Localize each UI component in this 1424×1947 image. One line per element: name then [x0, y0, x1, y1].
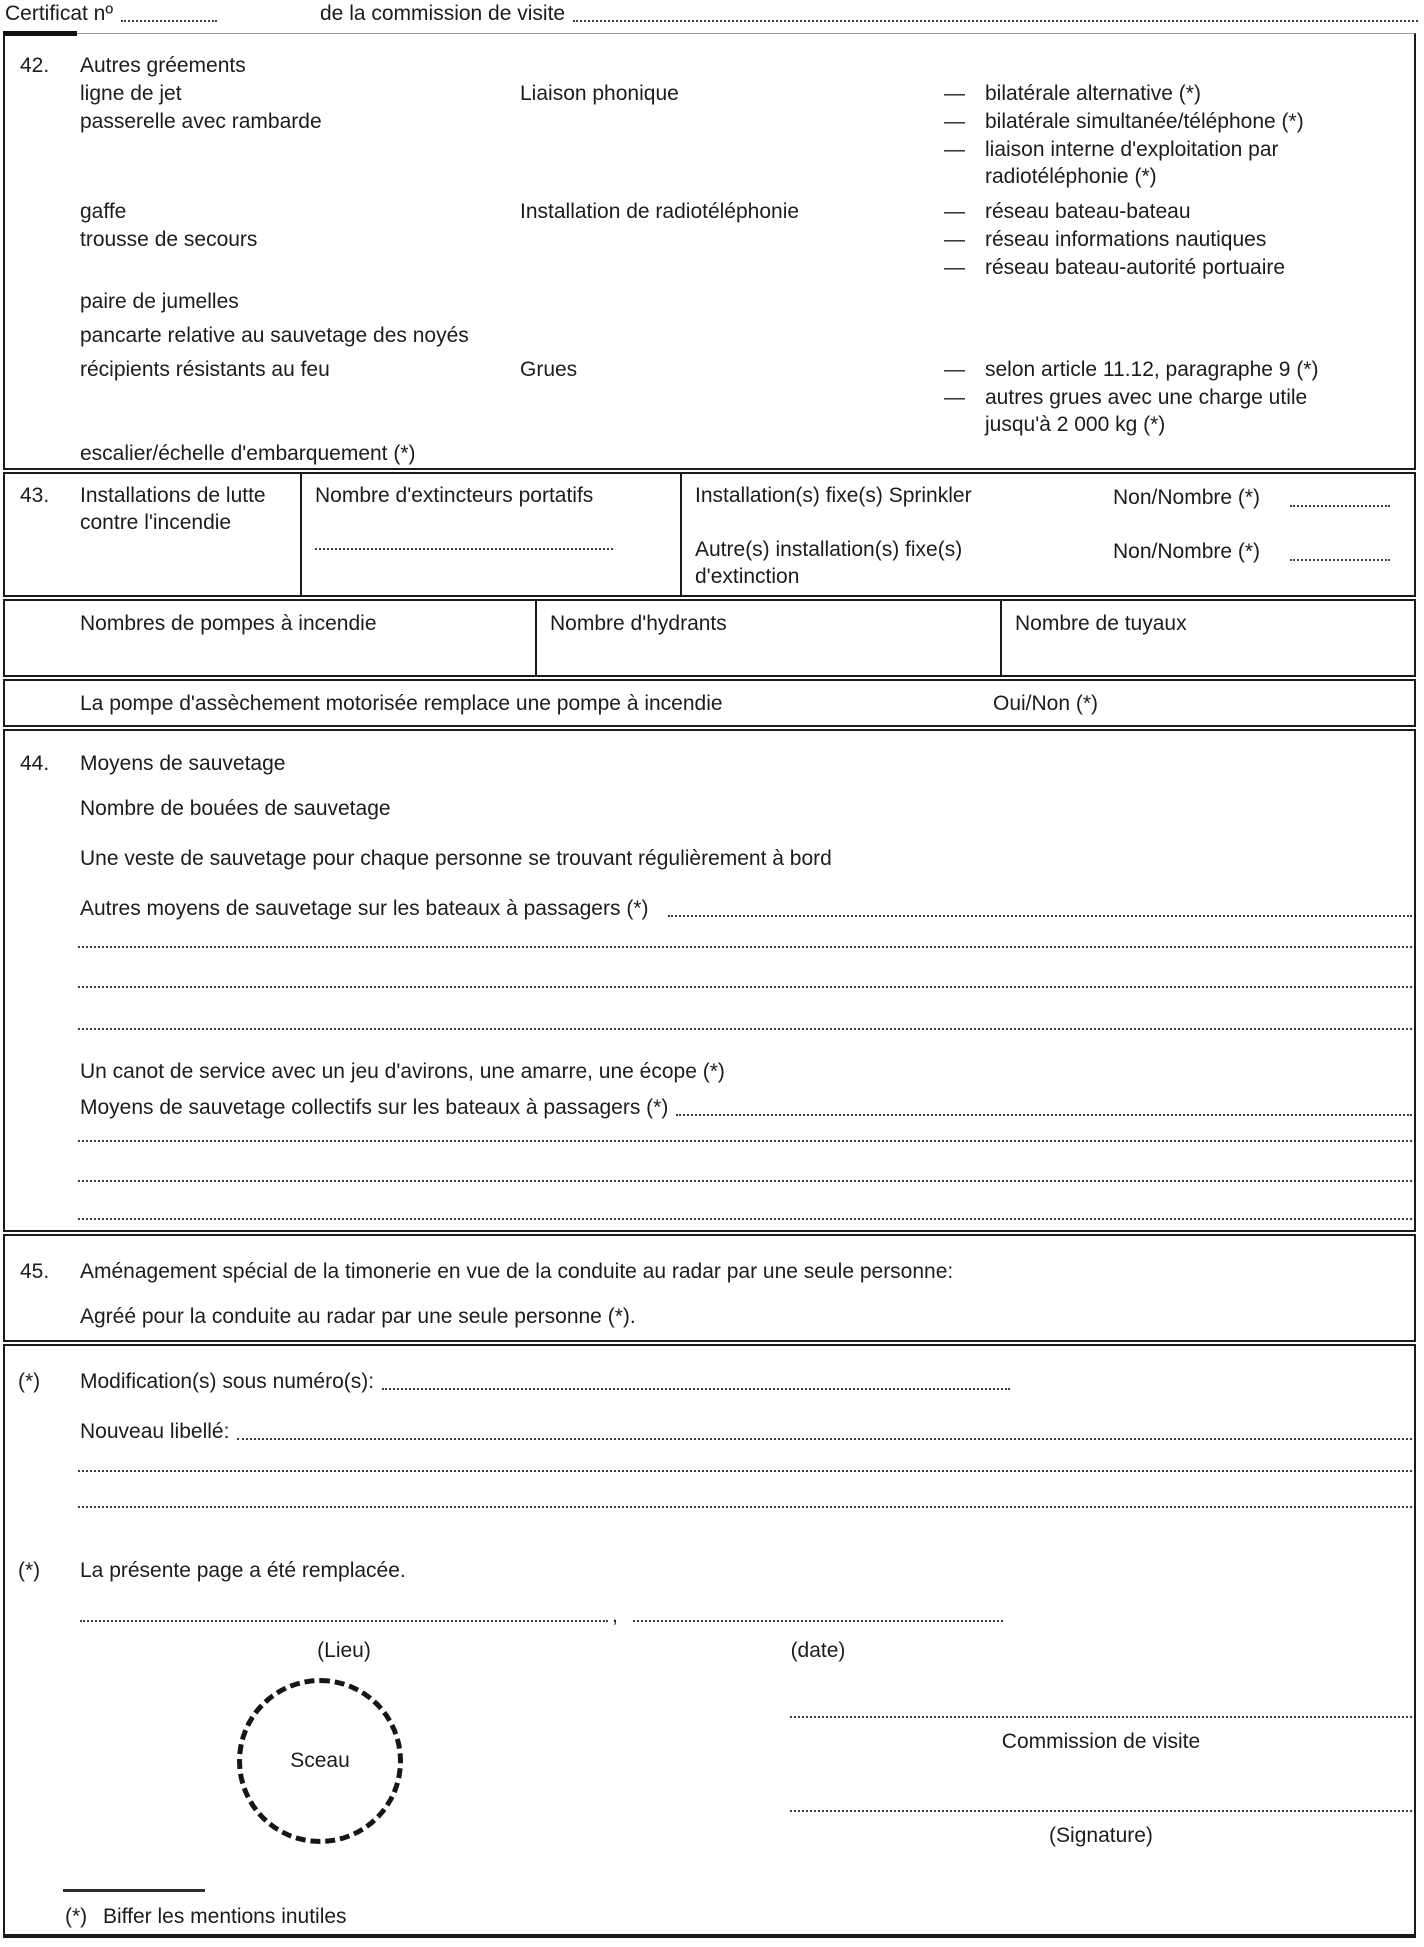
list-item-text: réseau bateau-bateau [985, 200, 1191, 223]
commission-visite-row [320, 0, 1418, 27]
footnote-text: Biffer les mentions inutiles [103, 1905, 347, 1928]
list-item-text: autres grues avec une charge utile jusqu'à 2 000 kg (*) [985, 386, 1308, 436]
nouveau-libelle-row [80, 1418, 1412, 1445]
pompe-assechement-label: La pompe d'assèchement motorisée remplace une pompe à incendie [80, 692, 723, 715]
list-item-text: liaison interne d'exploitation par radiotéléphonie (*) [985, 138, 1279, 188]
table-divider [1000, 601, 1002, 675]
footnote-star: (*) [18, 1370, 41, 1393]
modifications-row [80, 1368, 1010, 1395]
footnote-rule [63, 1889, 205, 1892]
list-item [944, 356, 1318, 383]
modifications-fill-line [382, 1388, 1010, 1390]
dash-bullet: — [944, 256, 965, 279]
dash-bullet: — [944, 386, 965, 409]
non-nombre-fill-line [1290, 543, 1390, 561]
extincteurs-fill-line [315, 532, 613, 550]
equipment-item: ligne de jet [80, 82, 182, 105]
autres-moyens-fill-line [668, 915, 1412, 917]
blank-fill-line [78, 1012, 1412, 1030]
list-item-text: bilatérale simultanée/téléphone (*) [985, 110, 1304, 133]
dash-bullet: — [944, 82, 965, 105]
equipment-item: trousse de secours [80, 228, 258, 251]
page-break-notch [3, 31, 77, 36]
section-45-number: 45. [20, 1260, 50, 1283]
comma-separator: , [612, 1604, 618, 1627]
list-item [944, 254, 1285, 281]
seal-label: Sceau [290, 1749, 350, 1772]
table-divider [535, 601, 537, 675]
blank-fill-line [78, 1454, 1412, 1472]
non-nombre-label: Non/Nombre (*) [1113, 486, 1261, 509]
lieu-fill-line [80, 1604, 608, 1622]
commission-sign-fill-line [790, 1700, 1412, 1718]
blank-fill-line [78, 1202, 1412, 1220]
page-remplacee-label: La présente page a été remplacée. [80, 1559, 406, 1582]
autres-installations-label: Autre(s) installation(s) fixe(s) d'extinction [695, 538, 963, 588]
pompes-label: Nombres de pompes à incendie [80, 612, 377, 635]
dash-bullet: — [944, 110, 965, 133]
radiotelephonie-label: Installation de radiotéléphonie [520, 200, 800, 223]
signature-label: (Signature) [1049, 1824, 1153, 1847]
date-fill-line [633, 1604, 1003, 1622]
non-nombre-label: Non/Nombre (*) [1113, 540, 1261, 563]
list-item [944, 384, 1335, 438]
equipment-item: passerelle avec rambarde [80, 110, 322, 133]
equipment-item: paire de jumelles [80, 290, 239, 313]
commission-visite-fill-line [573, 20, 1418, 22]
footnote-star: (*) [65, 1905, 88, 1928]
moyens-collectifs-label: Moyens de sauvetage collectifs sur les bateaux à passagers (*) [80, 1096, 669, 1119]
list-item [944, 80, 1201, 107]
list-item-text: bilatérale alternative (*) [985, 82, 1201, 105]
table-divider [300, 474, 302, 595]
modifications-label: Modification(s) sous numéro(s): [80, 1370, 375, 1393]
list-item [944, 198, 1191, 225]
certificat-number-label: Certificat nº [5, 2, 114, 25]
oui-non-label: Oui/Non (*) [993, 692, 1099, 715]
autres-moyens-row [80, 895, 1412, 922]
list-item-text: selon article 11.12, paragraphe 9 (*) [985, 358, 1319, 381]
dash-bullet: — [944, 138, 965, 161]
section-42-number: 42. [20, 54, 50, 77]
dash-bullet: — [944, 228, 965, 251]
commission-visite-label: de la commission de visite [320, 2, 566, 25]
certificat-number-fill-line [121, 20, 217, 22]
list-item-text: réseau bateau-autorité portuaire [985, 256, 1286, 279]
equipment-item: pancarte relative au sauvetage des noyés [80, 324, 469, 347]
footnote-star: (*) [18, 1559, 41, 1582]
nouveau-libelle-fill-line [237, 1438, 1412, 1440]
lieu-label: (Lieu) [317, 1639, 371, 1662]
equipment-item: récipients résistants au feu [80, 358, 330, 381]
equipment-item: escalier/échelle d'embarquement (*) [80, 442, 416, 465]
date-label: (date) [790, 1639, 846, 1662]
blank-fill-line [78, 970, 1412, 988]
nouveau-libelle-label: Nouveau libellé: [80, 1420, 230, 1443]
agree-radar-label: Agréé pour la conduite au radar par une seule personne (*). [80, 1305, 636, 1328]
list-item [944, 136, 1335, 190]
blank-fill-line [78, 1490, 1412, 1508]
certificat-number-row [5, 0, 217, 27]
hydrants-label: Nombre d'hydrants [550, 612, 727, 635]
blank-fill-line [78, 1124, 1412, 1142]
liaison-phonique-label: Liaison phonique [520, 82, 679, 105]
dash-bullet: — [944, 200, 965, 223]
grues-label: Grues [520, 358, 578, 381]
bouees-label: Nombre de bouées de sauvetage [80, 797, 391, 820]
moyens-collectifs-fill-line [676, 1114, 1412, 1116]
blank-fill-line [78, 930, 1412, 948]
veste-label: Une veste de sauvetage pour chaque personne se trouvant régulièrement à bord [80, 847, 832, 870]
section-44-title: Moyens de sauvetage [80, 752, 286, 775]
signature-fill-line [790, 1794, 1412, 1812]
blank-fill-line [78, 1164, 1412, 1182]
non-nombre-fill-line [1290, 489, 1390, 507]
list-item-text: réseau informations nautiques [985, 228, 1267, 251]
section-42-title: Autres gréements [80, 54, 246, 77]
list-item [944, 226, 1266, 253]
tuyaux-label: Nombre de tuyaux [1015, 612, 1187, 635]
seal-circle [237, 1678, 403, 1844]
table-divider [680, 474, 682, 595]
moyens-collectifs-row [80, 1094, 1412, 1121]
section-45-title: Aménagement spécial de la timonerie en vue de la conduite au radar par une seule personne: [80, 1260, 954, 1283]
section-43-title: Installations de lutte contre l'incendie [80, 484, 266, 534]
equipment-item: gaffe [80, 200, 127, 223]
sprinkler-label: Installation(s) fixe(s) Sprinkler [695, 484, 972, 507]
dash-bullet: — [944, 358, 965, 381]
section-43-number: 43. [20, 484, 50, 507]
commission-label: Commission de visite [1001, 1730, 1201, 1753]
section-44-number: 44. [20, 752, 50, 775]
canot-label: Un canot de service avec un jeu d'avirons, une amarre, une écope (*) [80, 1060, 725, 1083]
autres-moyens-label: Autres moyens de sauvetage sur les bateaux à passagers (*) [80, 897, 649, 920]
list-item [944, 108, 1304, 135]
extincteurs-label: Nombre d'extincteurs portatifs [315, 484, 594, 507]
